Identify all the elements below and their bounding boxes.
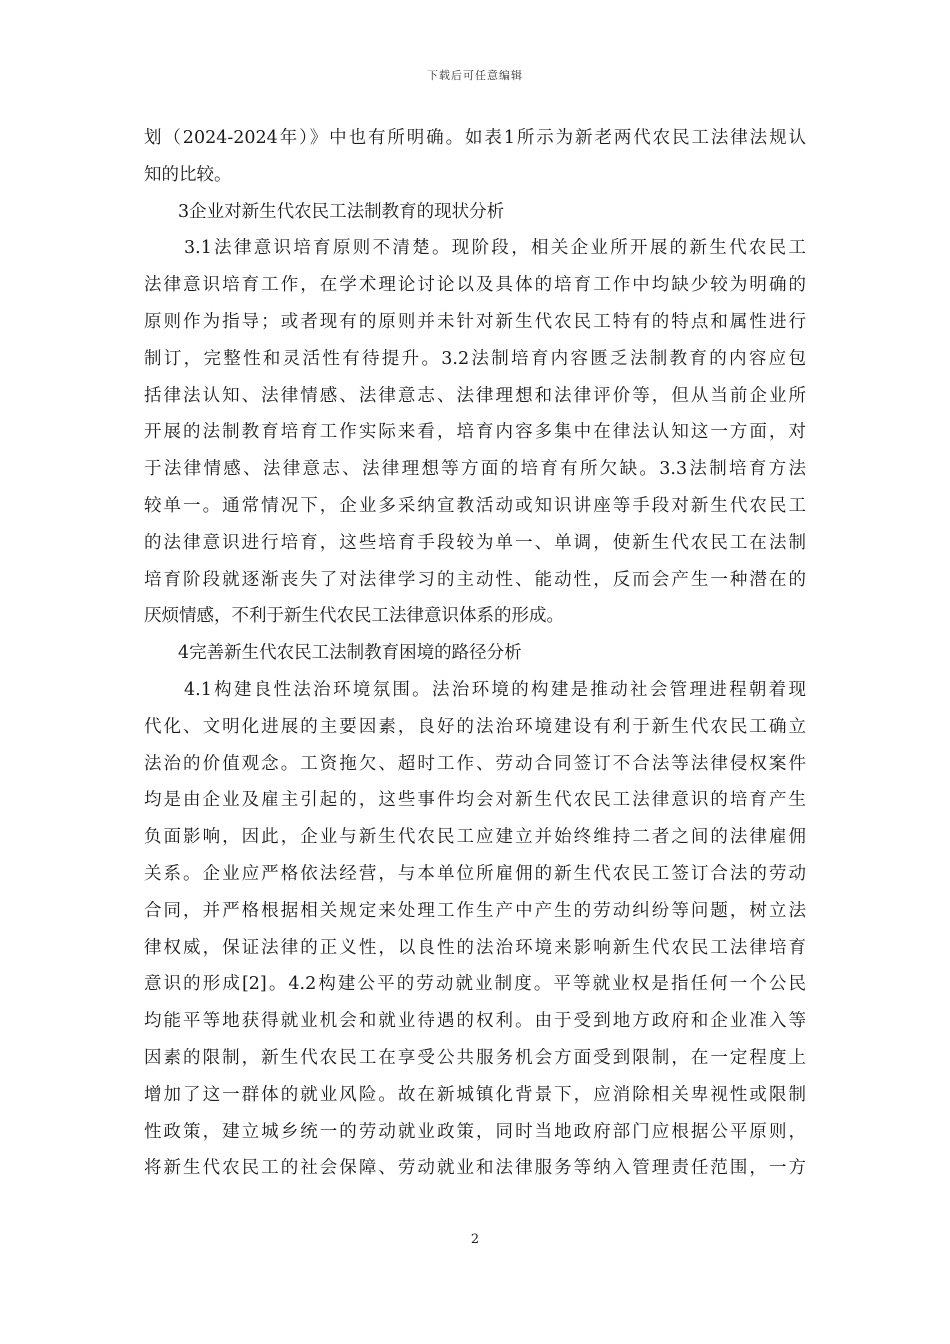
text-line: 厌烦情感，不利于新生代农民工法律意识体系的形成。 [144, 606, 564, 627]
text-line: 因素的限制，新生代农民工在享受公共服务机会方面受到限制，在一定程度上 [144, 1047, 806, 1068]
text-line: 增加了这一群体的就业风险。故在新城镇化背景下，应消除相关卑视性或限制 [144, 1084, 806, 1105]
text-line: 括律法认知、法律情感、法律意志、法律理想和法律评价等，但从当前企业所 [144, 385, 806, 406]
text-line: 知的比较。 [144, 164, 232, 185]
text-line: 性政策，建立城乡统一的劳动就业政策，同时当地政府部门应根据公平原则， [144, 1121, 806, 1142]
section-heading: 4完善新生代农民工法制教育困境的路径分析 [178, 643, 522, 664]
text-line: 的法律意识进行培育，这些培育手段较为单一、单调，使新生代农民工在法制 [144, 532, 806, 553]
text-line: 法律意识培育工作，在学术理论讨论以及具体的培育工作中均缺少较为明确的 [144, 275, 806, 296]
text-line: 3.1法律意识培育原则不清楚。现阶段，相关企业所开展的新生代农民工 [184, 238, 806, 259]
text-line: 关系。企业应严格依法经营，与本单位所雇佣的新生代农民工签订合法的劳动 [144, 863, 806, 884]
body-text [144, 120, 806, 1187]
text-line: 于法律情感、法律意志、法律理想等方面的培育有所欠缺。3.3法制培育方法 [144, 459, 806, 480]
text-line: 原则作为指导；或者现有的原则并未针对新生代农民工特有的特点和属性进行 [144, 311, 806, 332]
text-line: 制订，完整性和灵活性有待提升。3.2法制培育内容匮乏法制教育的内容应包 [144, 348, 806, 369]
text-line: 将新生代农民工的社会保障、劳动就业和法律服务等纳入管理责任范围，一方 [144, 1158, 806, 1179]
text-line: 意识的形成[2]。4.2构建公平的劳动就业制度。平等就业权是指任何一个公民 [144, 974, 806, 995]
text-line: 均能平等地获得就业机会和就业待遇的权利。由于受到地方政府和企业准入等 [144, 1011, 806, 1032]
page-number: 2 [470, 1232, 480, 1247]
text-line: 较单一。通常情况下，企业多采纳宣教活动或知识讲座等手段对新生代农民工 [144, 495, 806, 516]
text-line: 4.1构建良性法治环境氛围。法治环境的构建是推动社会管理进程朝着现 [184, 679, 806, 700]
text-line: 法治的价值观念。工资拖欠、超时工作、劳动合同签订不合法等法律侵权案件 [144, 753, 806, 774]
text-line: 培育阶段就逐渐丧失了对法律学习的主动性、能动性，反而会产生一种潜在的 [144, 569, 806, 590]
text-line: 代化、文明化进展的主要因素，良好的法治环境建设有利于新生代农民工确立 [144, 716, 806, 737]
section-heading: 3企业对新生代农民工法制教育的现状分析 [178, 201, 505, 222]
text-line: 均是由企业及雇主引起的，这些事件均会对新生代农民工法律意识的培育产生 [144, 790, 806, 811]
page-header: 下载后可任意编辑 [427, 69, 523, 82]
text-line: 开展的法制教育培育工作实际来看，培育内容多集中在律法认知这一方面，对 [144, 422, 806, 443]
text-line: 合同，并严格根据相关规定来处理工作生产中产生的劳动纠纷等问题，树立法 [144, 900, 806, 921]
text-line: 划（2024-2024年）》中也有所明确。如表1所示为新老两代农民工法律法规认 [144, 128, 806, 148]
text-line: 负面影响，因此，企业与新生代农民工应建立并始终维持二者之间的法律雇佣 [144, 827, 806, 848]
text-line: 律权威，保证法律的正义性，以良性的法治环境来影响新生代农民工法律培育 [144, 937, 806, 958]
